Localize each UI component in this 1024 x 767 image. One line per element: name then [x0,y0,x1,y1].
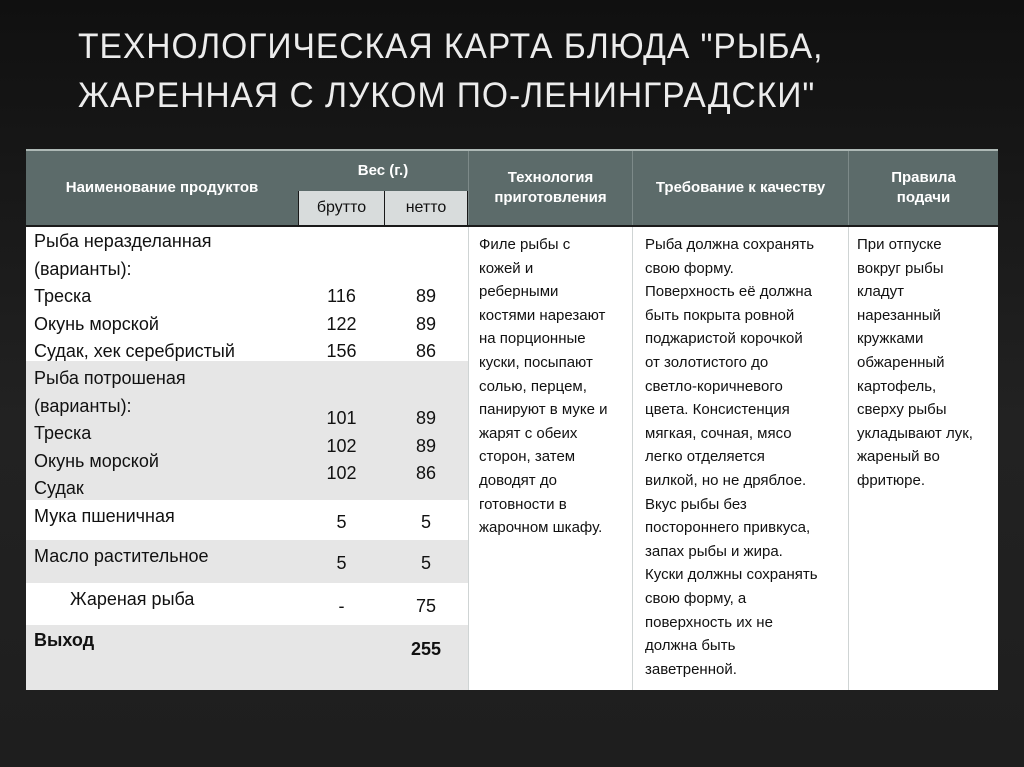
fried-gross: - [338,596,345,616]
text-line: доводят до [479,471,557,489]
title-line-2: ЖАРЕННАЯ С ЛУКОМ ПО-ЛЕНИНГРАДСКИ" [78,76,816,115]
product-line: Судак, хек серебристый [34,341,235,361]
text-line: свою форму. [645,259,734,277]
text-line: обжаренный [857,353,945,371]
product-line: (варианты): [34,258,132,279]
text-line: легко отделяется [645,448,765,466]
header-quality [632,151,848,225]
text-line: вокруг рыбы [857,259,944,277]
flour-net: 5 [420,512,431,532]
oil-name: Масло растительное [34,546,209,566]
header-serving [848,151,998,225]
text-line: от золотистого до [645,353,769,371]
text-line: вилкой, но не дряблое. [645,471,807,489]
text-line: Куски должны сохранять [645,566,818,584]
group-1-products [26,228,298,366]
flour-name: Мука пшеничная [34,506,175,526]
quality-cell [632,227,848,690]
flour-gross: 5 [336,512,347,532]
text-line: укладывают лук, [857,424,973,442]
text-line: нарезанный [857,306,941,324]
header-net-label: нетто [405,199,447,216]
net-value: 86 [415,341,437,361]
text-line: жарят с обеих [479,424,578,442]
net-value: 89 [415,435,437,456]
gross-value: 101 [326,408,357,428]
group-2-gross [299,405,384,488]
slide-title [78,22,961,120]
text-line: мягкая, сочная, мясо [645,424,792,442]
group-1-net [385,283,467,366]
text-line: кладут [857,283,904,301]
text-line: поверхность их не [645,613,773,631]
gross-value: 102 [326,435,357,456]
text-line: картофель, [857,377,937,395]
header-gross [299,191,384,225]
text-line: жареный во [857,448,940,466]
product-line: Окунь морской [34,313,159,334]
text-line: постороннего привкуса, [645,519,811,537]
gross-value: 156 [326,341,357,361]
technology-cell [468,227,632,690]
text-line: панируют в муке и [479,401,608,419]
text-line: При отпуске [857,236,942,253]
fried-name: Жареная рыба [70,589,195,609]
text-line: быть покрыта ровной [645,306,795,324]
oil-gross: 5 [336,553,347,573]
product-line: Окунь морской [34,450,159,471]
group-1-gross [299,283,384,366]
group-2-products [26,365,298,503]
text-line: Вкус рыбы без [645,495,747,513]
serving-cell [848,227,998,690]
tech-card-table [26,149,998,692]
text-line: свою форму, а [645,589,747,607]
text-line: реберными [479,283,559,301]
group-2-net [385,405,467,488]
text-line: кружками [857,330,924,348]
text-line: Рыба должна сохранять [645,236,815,253]
text-line: заветренной. [645,660,737,678]
text-line: сверху рыбы [857,401,947,419]
header-weight [298,151,468,191]
fried-net: 75 [415,596,437,616]
text-line: поджаристой корочкой [645,330,803,348]
text-line: жарочном шкафу. [479,519,603,537]
text-line: Поверхность её должна [645,283,812,301]
header-technology [468,151,632,225]
header-gross-label: брутто [316,199,367,216]
text-line: должна быть [645,637,736,655]
product-line: Судак [34,478,84,498]
text-line: запах рыбы и жира. [645,542,783,560]
text-line: Филе рыбы с [479,236,571,253]
text-line: фритюре. [857,471,926,489]
text-line: цвета. Консистенция [645,401,790,419]
oil-net: 5 [420,553,431,573]
text-line: готовности в [479,495,567,513]
net-value: 86 [415,463,437,483]
text-line: кожей и [479,259,534,277]
text-line: костями нарезают [479,306,606,324]
header-products [26,151,298,225]
header-weight-label: Вес (г.) [357,162,409,179]
text-line: сторон, затем [479,448,576,466]
header-serving-label: Правила подачи [891,169,956,206]
text-line: солью, перцем, [479,377,587,395]
product-line: Треска [34,286,92,306]
net-value: 89 [415,313,437,334]
output-name: Выход [34,630,95,650]
header-quality-label: Требование к качеству [655,179,826,196]
product-line: Рыба потрошеная [34,368,186,388]
header-net [385,191,467,225]
gross-value: 102 [326,463,357,483]
text-line: на порционные [479,330,586,348]
output-net: 255 [410,639,442,659]
product-line: Рыба неразделанная [34,231,212,251]
net-value: 89 [415,286,437,306]
text-line: светло-коричневого [645,377,783,395]
title-line-1: ТЕХНОЛОГИЧЕСКАЯ КАРТА БЛЮДА "РЫБА, [78,27,824,66]
gross-value: 116 [327,286,356,306]
header-products-label: Наименование продуктов [65,179,259,196]
gross-value: 122 [326,313,357,334]
header-technology-label: Технология приготовления [494,169,607,206]
text-line: куски, посыпают [479,353,593,371]
product-line: Треска [34,423,92,443]
product-line: (варианты): [34,395,132,416]
net-value: 89 [415,408,437,428]
